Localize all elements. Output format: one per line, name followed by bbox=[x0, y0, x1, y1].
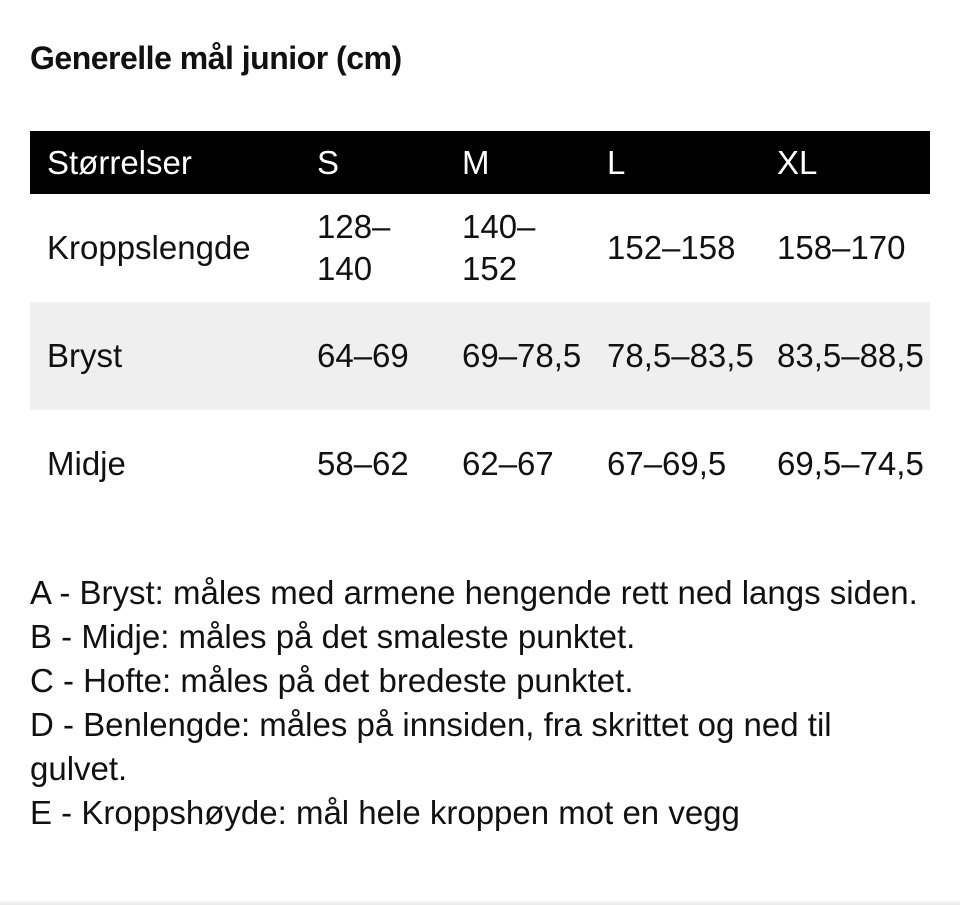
row-label: Bryst bbox=[47, 337, 123, 374]
header-sizes: Størrelser bbox=[47, 143, 192, 181]
table-row-waist bbox=[30, 410, 930, 518]
page-title: Generelle mål junior (cm) bbox=[30, 40, 402, 76]
note-chest: A - Bryst: måles med armene hengende rett ned langs siden. bbox=[30, 574, 918, 611]
table-cell: 58–62 bbox=[317, 445, 409, 482]
note-hip: C - Hofte: måles på det bredeste punktet. bbox=[30, 662, 634, 699]
table-cell: 158–170 bbox=[777, 229, 906, 266]
table-cell: 152–158 bbox=[607, 229, 736, 266]
note-waist: B - Midje: måles på det smaleste punktet. bbox=[30, 618, 636, 655]
header-size-l: L bbox=[607, 143, 626, 181]
table-cell: 83,5–88,5 bbox=[777, 337, 924, 374]
row-label: Midje bbox=[47, 445, 126, 482]
table-cell: 67–69,5 bbox=[607, 445, 727, 482]
table-cell: 69–78,5 bbox=[462, 337, 582, 374]
note-leg-length: D - Benlengde: måles på innsiden, fra skrittet og ned til gulvet. bbox=[30, 706, 832, 787]
table-row-chest bbox=[30, 302, 930, 410]
table-cell: 69,5–74,5 bbox=[777, 445, 924, 482]
header-size-xl: XL bbox=[777, 143, 818, 181]
table-row-body-length bbox=[30, 194, 930, 302]
table-cell: 140–152 bbox=[462, 208, 536, 287]
header-size-m: M bbox=[462, 143, 490, 181]
row-label: Kroppslengde bbox=[47, 229, 251, 266]
bottom-edge-divider bbox=[0, 899, 960, 905]
note-body-height: E - Kroppshøyde: mål hele kroppen mot en vegg bbox=[30, 794, 740, 831]
size-table-header-row bbox=[30, 131, 930, 194]
table-cell: 62–67 bbox=[462, 445, 554, 482]
table-cell: 78,5–83,5 bbox=[607, 337, 754, 374]
table-cell: 128–140 bbox=[317, 208, 391, 287]
measurement-notes bbox=[30, 571, 930, 835]
header-size-s: S bbox=[317, 143, 340, 181]
size-table bbox=[30, 131, 930, 518]
table-cell: 64–69 bbox=[317, 337, 409, 374]
